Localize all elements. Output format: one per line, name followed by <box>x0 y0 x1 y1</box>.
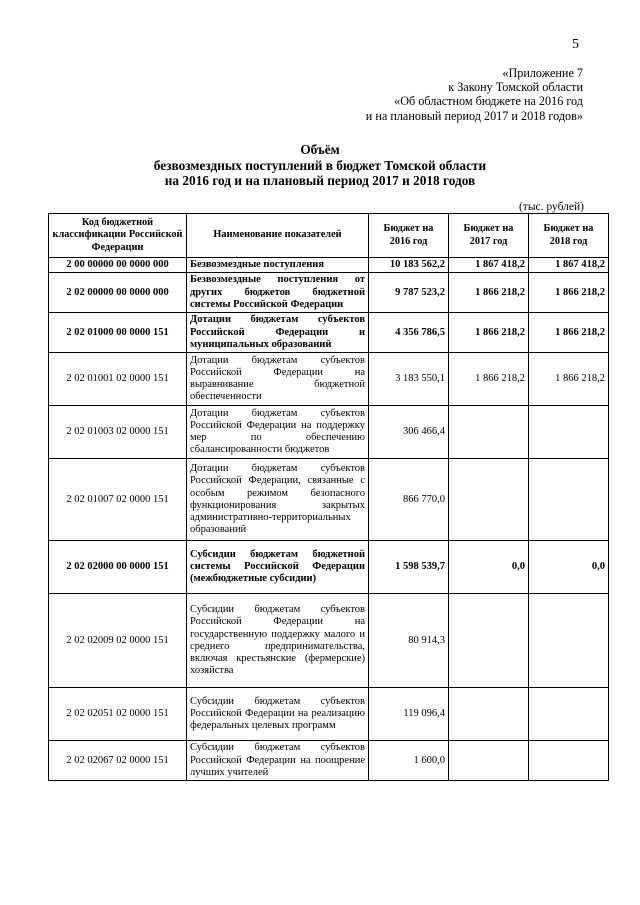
cell-2018: 1 867 418,2 <box>529 258 609 273</box>
cell-code: 2 02 01007 02 0000 151 <box>49 459 187 541</box>
table-row <box>49 541 609 594</box>
cell-2017: 1 866 218,2 <box>449 353 529 406</box>
table-row <box>49 353 609 406</box>
cell-code: 2 02 02051 02 0000 151 <box>49 688 187 741</box>
cell-code: 2 02 02000 00 0000 151 <box>49 541 187 594</box>
title-line: Объём <box>300 142 340 157</box>
cell-2017: 1 866 218,2 <box>449 313 529 353</box>
cell-name: Субсидии бюджетам субъектов Российской Федерации на реализацию федеральных целевых программ <box>187 688 369 741</box>
appendix-line: и на плановый период 2017 и 2018 годов» <box>365 108 583 123</box>
cell-2016: 4 356 786,5 <box>369 313 449 353</box>
cell-code: 2 00 00000 00 0000 000 <box>49 258 187 273</box>
cell-code: 2 02 02067 02 0000 151 <box>49 741 187 781</box>
cell-name: Дотации бюджетам субъектов Российской Федерации, связанные с особым режимом безопасного функционирования закрытых административно-территориальных образований <box>187 459 369 541</box>
document-title <box>0 142 640 189</box>
table-row <box>49 258 609 273</box>
cell-2018 <box>529 406 609 459</box>
table-header-row <box>49 214 609 258</box>
cell-2016: 3 183 550,1 <box>369 353 449 406</box>
cell-name: Безвозмездные поступления от других бюджетов бюджетной системы Российской Федерации <box>187 273 369 313</box>
cell-2018 <box>529 594 609 688</box>
appendix-reference <box>366 66 583 123</box>
cell-name: Дотации бюджетам субъектов Российской Федерации и муниципальных образований <box>187 313 369 353</box>
cell-2016: 1 598 539,7 <box>369 541 449 594</box>
cell-2016: 80 914,3 <box>369 594 449 688</box>
cell-code: 2 02 01003 02 0000 151 <box>49 406 187 459</box>
table-row <box>49 313 609 353</box>
cell-2016: 9 787 523,2 <box>369 273 449 313</box>
cell-name: Дотации бюджетам субъектов Российской Федерации на поддержку мер по обеспечению сбалансированности бюджетов <box>187 406 369 459</box>
cell-2018: 1 866 218,2 <box>529 353 609 406</box>
cell-code: 2 02 00000 00 0000 000 <box>49 273 187 313</box>
appendix-line: «Об областном бюджете на 2016 год <box>394 94 583 109</box>
cell-name: Субсидии бюджетам бюджетной системы Российской Федерации (межбюджетные субсидии) <box>187 541 369 594</box>
cell-2017 <box>449 594 529 688</box>
header-2017: Бюджет на 2017 год <box>449 214 529 258</box>
cell-2016: 866 770,0 <box>369 459 449 541</box>
header-2018: Бюджет на 2018 год <box>529 214 609 258</box>
header-2016: Бюджет на 2016 год <box>369 214 449 258</box>
page-number: 5 <box>572 37 579 52</box>
header-code: Код бюджетной классификации Российской Федерации <box>49 214 187 258</box>
title-line: безвозмездных поступлений в бюджет Томской области <box>153 157 487 173</box>
cell-2018 <box>529 688 609 741</box>
cell-2016: 306 466,4 <box>369 406 449 459</box>
table-body <box>49 258 609 781</box>
table-row <box>49 273 609 313</box>
cell-name: Субсидии бюджетам субъектов Российской Федерации на государственную поддержку малого и среднего предпринимательства, включая крестьянские (фермерские) хозяйства <box>187 594 369 688</box>
table-row <box>49 406 609 459</box>
cell-2018: 1 866 218,2 <box>529 273 609 313</box>
cell-name: Безвозмездные поступления <box>187 258 369 273</box>
cell-code: 2 02 01000 00 0000 151 <box>49 313 187 353</box>
cell-2017 <box>449 406 529 459</box>
cell-2017 <box>449 688 529 741</box>
header-name: Наименование показателей <box>187 214 369 258</box>
table-row <box>49 741 609 781</box>
cell-2016: 1 600,0 <box>369 741 449 781</box>
appendix-line: к Закону Томской области <box>448 80 583 95</box>
cell-2016: 119 096,4 <box>369 688 449 741</box>
cell-name: Субсидии бюджетам субъектов Российской Федерации на поощрение лучших учителей <box>187 741 369 781</box>
cell-2017: 1 866 218,2 <box>449 273 529 313</box>
cell-2018 <box>529 741 609 781</box>
cell-2016: 10 183 562,2 <box>369 258 449 273</box>
table-row <box>49 459 609 541</box>
cell-2018 <box>529 459 609 541</box>
title-line: на 2016 год и на плановый период 2017 и 2018 годов <box>164 173 476 188</box>
cell-2017: 0,0 <box>449 541 529 594</box>
cell-code: 2 02 01001 02 0000 151 <box>49 353 187 406</box>
appendix-line: «Приложение 7 <box>502 66 583 80</box>
budget-table <box>48 213 609 781</box>
cell-2018: 0,0 <box>529 541 609 594</box>
cell-2017 <box>449 741 529 781</box>
cell-2017 <box>449 459 529 541</box>
cell-code: 2 02 02009 02 0000 151 <box>49 594 187 688</box>
cell-2018: 1 866 218,2 <box>529 313 609 353</box>
cell-name: Дотации бюджетам субъектов Российской Федерации на выравнивание бюджетной обеспеченности <box>187 353 369 406</box>
table-row <box>49 594 609 688</box>
units-label: (тыс. рублей) <box>518 201 584 213</box>
cell-2017: 1 867 418,2 <box>449 258 529 273</box>
table-row <box>49 688 609 741</box>
